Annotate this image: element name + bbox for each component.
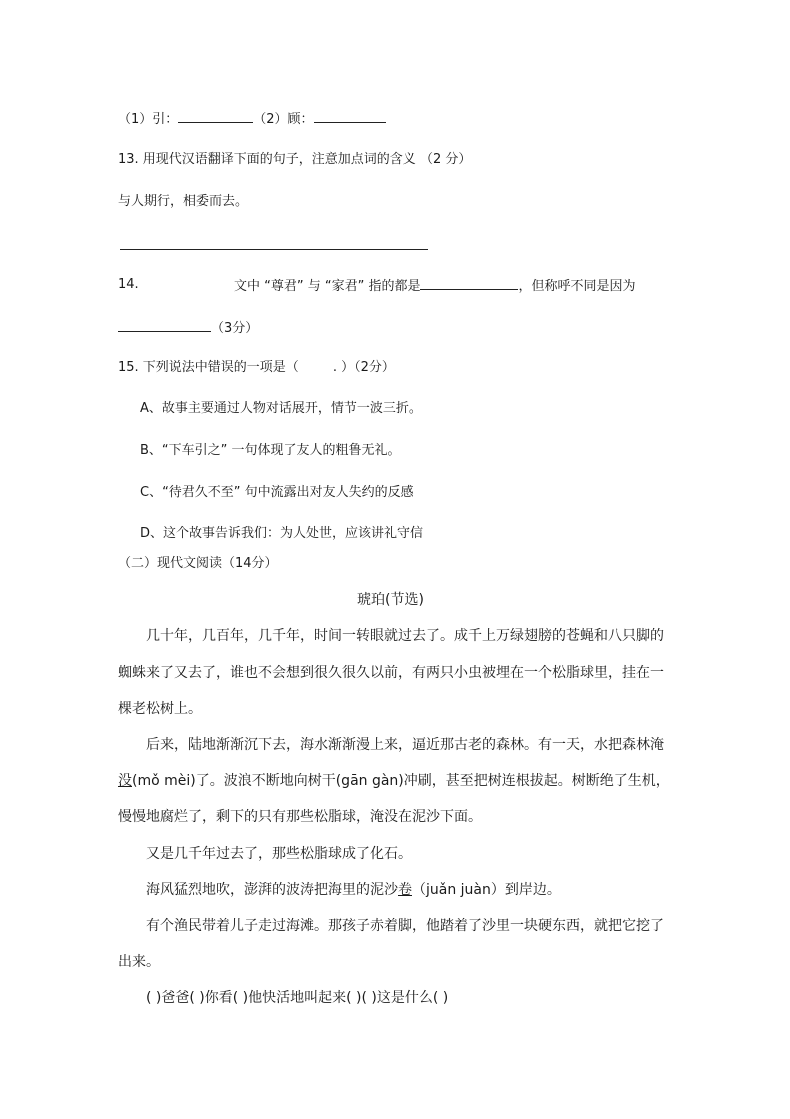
q14-text-b: ，但称呼不同是因为 [518,279,636,294]
q14-number: 14. [118,277,139,292]
q15-prompt [118,359,395,377]
passage-p6-punctuation-exercise[interactable]: ( )爸爸( )你看( )他快活地叫起来( )( )这是什么( ) [146,990,449,1006]
passage-p4-a: 海风猛烈地吹，澎湃的波涛把海里的泥沙 [146,882,398,898]
passage-p1-line2: 蜘蛛来了又去了，谁也不会想到很久很久以前，有两只小虫被埋在一个松脂球里，挂在一 [118,665,664,681]
q15-option-d: D、这个故事告诉我们：为人处世，应该讲礼守信 [140,526,424,541]
q14-blank-2[interactable] [118,318,211,332]
passage-p5-line2: 出来。 [118,954,160,970]
underlined-char-juan: 卷 [398,882,412,898]
q14-text-a: 文中 “尊君” 与 “家君” 指的都是 [234,279,421,294]
passage-p4 [146,881,561,899]
passage-p2-line3: 慢慢地腐烂了，剩下的只有那些松脂球，淹没在泥沙下面。 [118,809,482,825]
passage-p3: 又是几千年过去了，那些松脂球成了化石。 [146,846,412,862]
q14-blank-1[interactable] [420,276,518,290]
q15-prompt-a: 15. 下列说法中错误的一项是（ [118,360,299,375]
q14-line-2 [118,318,258,338]
q13-prompt: 13. 用现代汉语翻译下面的句子，注意加点词的含义 （2 分） [118,152,472,167]
q15-prompt-b: . ）（2分） [332,360,395,375]
passage-p2-line2 [118,772,670,790]
passage-title: 琥珀(节选) [357,592,424,608]
passage-p2-line2-text: (mǒ mèi)了。波浪不断地向树干(gān gàn)冲刷，甚至把树连根拔起。树断绝了生机， [132,773,670,789]
passage-p1-line1: 几十年，几百年，几千年，时间一转眼就过去了。成千上万绿翅膀的苍蝇和八只脚的 [146,628,664,644]
q15-option-b: B、“下车引之” 一句体现了友人的粗鲁无礼。 [140,443,401,458]
q12-blank-1[interactable] [178,109,253,123]
q14-line [234,276,636,296]
passage-p1-line3: 棵老松树上。 [118,701,202,717]
q14-points: （3分） [211,321,259,336]
q15-option-a: A、故事主要通过人物对话展开，情节一波三折。 [140,401,422,416]
section2-heading: （二）现代文阅读（14分） [118,556,278,571]
q12-part1-label: （1）引： [118,112,179,127]
q15-option-c: C、“待君久不至” 句中流露出对友人失约的反感 [140,485,414,500]
passage-p5-line1: 有个渔民带着儿子走过海滩。那孩子赤着脚，他踏着了沙里一块硬东西，就把它挖了 [146,918,664,934]
q13-answer-line[interactable] [120,249,428,250]
q12-blank-2[interactable] [314,109,386,123]
q12-line [118,109,386,129]
q13-sentence: 与人期行，相委而去。 [118,194,249,209]
underlined-char-mo: 没 [118,773,132,789]
q12-part2-label: （2）顾： [253,112,314,127]
passage-p2-line1: 后来，陆地渐渐沉下去，海水渐渐漫上来，逼近那古老的森林。有一天，水把森林淹 [146,737,664,753]
passage-p4-c: （juǎn juàn）到岸边。 [412,882,561,898]
